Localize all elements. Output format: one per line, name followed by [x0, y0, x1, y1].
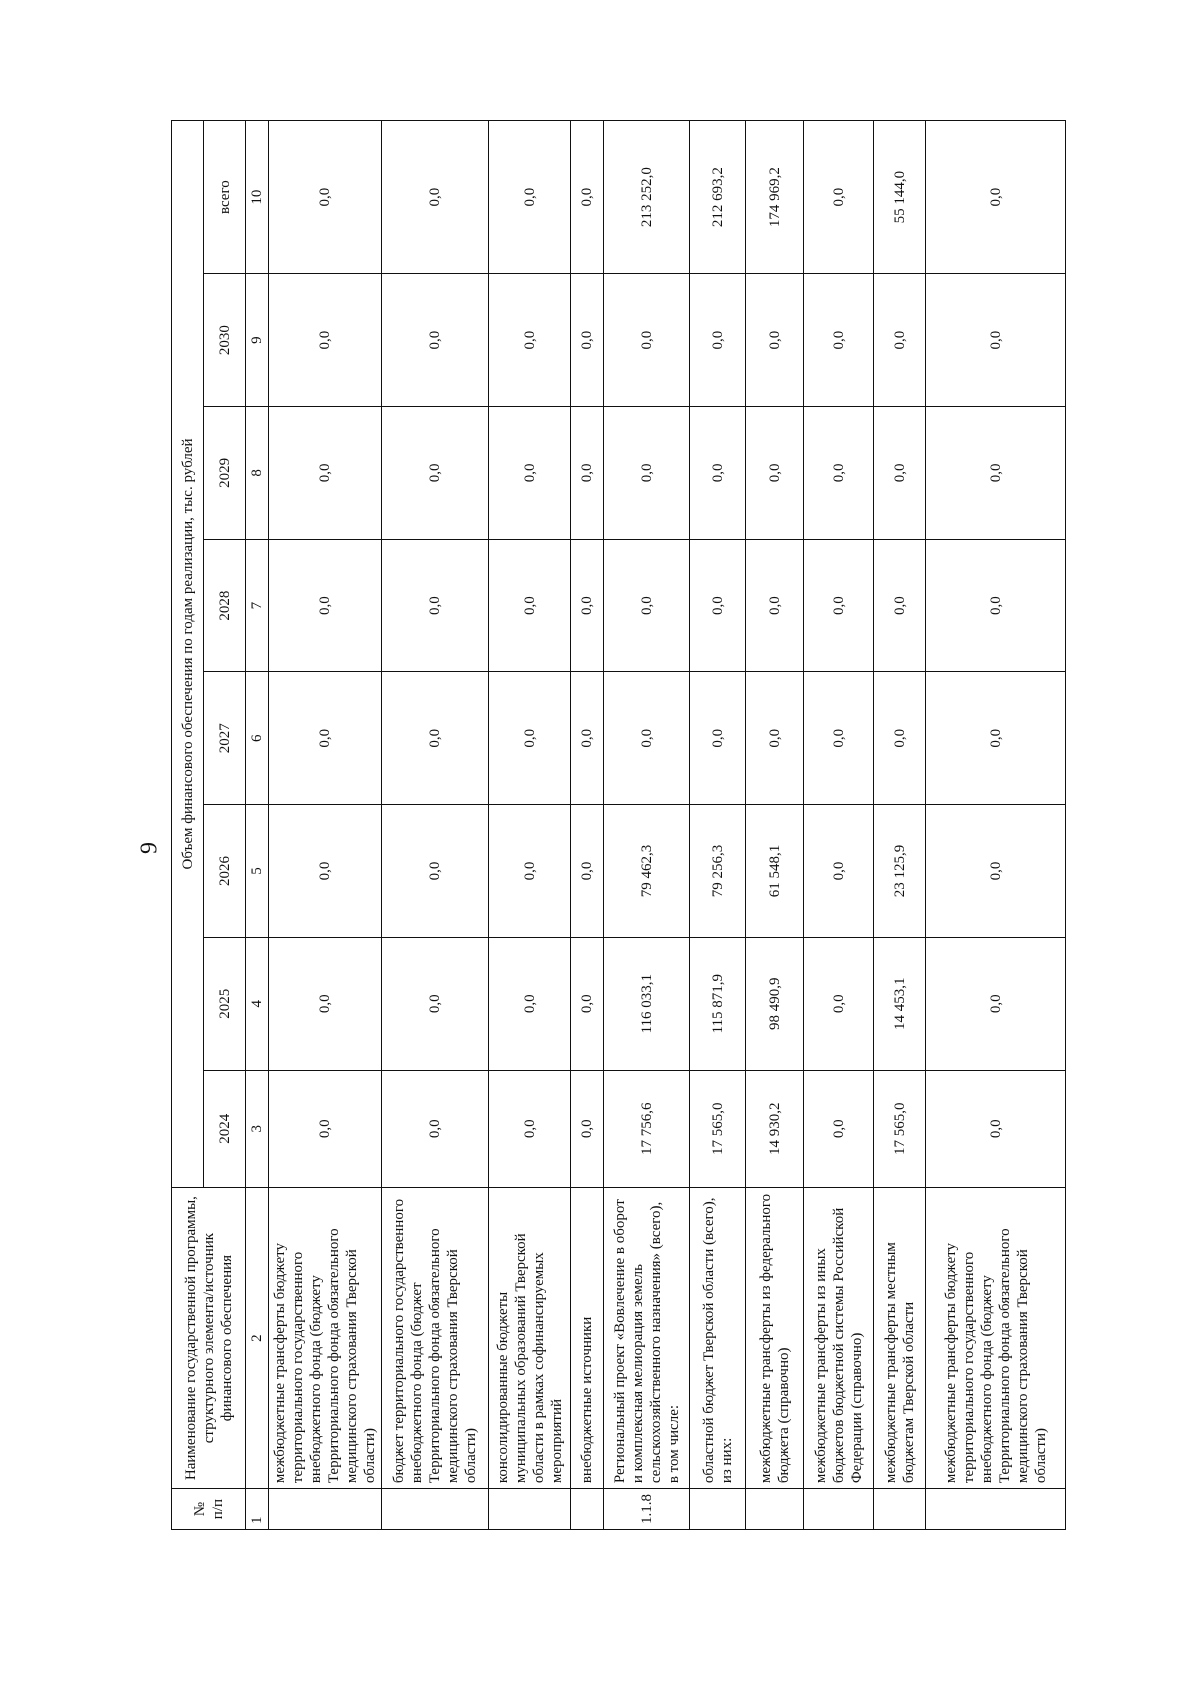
row-value: 0,0 — [382, 805, 489, 938]
row-value: 0,0 — [382, 539, 489, 672]
row-value: 0,0 — [604, 274, 690, 407]
row-value: 0,0 — [746, 274, 804, 407]
row-value: 0,0 — [382, 1070, 489, 1187]
row-total: 0,0 — [489, 121, 571, 274]
row-value: 0,0 — [571, 406, 604, 539]
row-value: 0,0 — [489, 1070, 571, 1187]
row-value: 0,0 — [489, 274, 571, 407]
row-value: 0,0 — [489, 937, 571, 1070]
row-total: 0,0 — [926, 121, 1066, 274]
row-value: 0,0 — [926, 406, 1066, 539]
row-value: 0,0 — [571, 937, 604, 1070]
row-value: 0,0 — [804, 539, 874, 672]
row-num — [874, 1489, 926, 1530]
row-value: 17 565,0 — [874, 1070, 926, 1187]
row-value: 14 453,1 — [874, 937, 926, 1070]
row-name: межбюджетные трансферты из иных бюджетов бюджетной системы Российской Федерации (справочно) — [804, 1187, 874, 1488]
row-name: областной бюджет Тверской области (всего), из них: — [690, 1187, 746, 1488]
row-value: 0,0 — [690, 274, 746, 407]
row-num — [571, 1489, 604, 1530]
table-row — [604, 121, 690, 1530]
table-row — [926, 121, 1066, 1530]
row-value: 0,0 — [746, 406, 804, 539]
row-value: 0,0 — [604, 672, 690, 805]
row-num — [926, 1489, 1066, 1530]
row-value: 0,0 — [804, 1070, 874, 1187]
row-value: 0,0 — [804, 805, 874, 938]
row-value: 0,0 — [804, 672, 874, 805]
row-total: 213 252,0 — [604, 121, 690, 274]
table-row — [746, 121, 804, 1530]
table-row — [489, 121, 571, 1530]
row-value: 17 756,6 — [604, 1070, 690, 1187]
row-total: 174 969,2 — [746, 121, 804, 274]
row-total: 212 693,2 — [690, 121, 746, 274]
row-num — [269, 1489, 382, 1530]
row-total: 55 144,0 — [874, 121, 926, 274]
row-name: межбюджетные трансферты из федерального бюджета (справочно) — [746, 1187, 804, 1488]
header-name: Наименование государственной программы, структурного элемента/источник финансового обеспечения — [172, 1187, 246, 1488]
row-value: 116 033,1 — [604, 937, 690, 1070]
row-value: 79 462,3 — [604, 805, 690, 938]
row-value: 98 490,9 — [746, 937, 804, 1070]
page-number: 9 — [136, 842, 163, 854]
header-year: 2024 — [204, 1070, 246, 1187]
column-number: 7 — [246, 539, 269, 672]
column-number: 2 — [246, 1187, 269, 1488]
row-value: 0,0 — [269, 539, 382, 672]
row-value: 0,0 — [571, 539, 604, 672]
row-value: 0,0 — [571, 805, 604, 938]
row-value: 0,0 — [926, 274, 1066, 407]
row-value: 0,0 — [489, 406, 571, 539]
row-name: Региональный проект «Вовлечение в оборот и комплексная мелиорация земель сельскохозяйственного назначения» (всего), в том числе: — [604, 1187, 690, 1488]
row-value: 0,0 — [382, 672, 489, 805]
row-value: 79 256,3 — [690, 805, 746, 938]
row-value: 0,0 — [874, 539, 926, 672]
table-row — [382, 121, 489, 1530]
row-total: 0,0 — [804, 121, 874, 274]
row-value: 61 548,1 — [746, 805, 804, 938]
column-number: 3 — [246, 1070, 269, 1187]
row-value: 0,0 — [874, 274, 926, 407]
financing-table — [171, 120, 1066, 1530]
row-value: 0,0 — [746, 672, 804, 805]
row-value: 0,0 — [804, 937, 874, 1070]
header-year: 2028 — [204, 539, 246, 672]
row-total: 0,0 — [269, 121, 382, 274]
row-value: 0,0 — [804, 274, 874, 407]
row-value: 23 125,9 — [874, 805, 926, 938]
row-value: 0,0 — [874, 672, 926, 805]
row-total: 0,0 — [382, 121, 489, 274]
row-num — [690, 1489, 746, 1530]
table-row — [690, 121, 746, 1530]
row-value: 0,0 — [382, 937, 489, 1070]
row-value: 0,0 — [690, 672, 746, 805]
column-number: 1 — [246, 1489, 269, 1530]
row-value: 0,0 — [926, 937, 1066, 1070]
header-year: 2030 — [204, 274, 246, 407]
row-value: 0,0 — [690, 539, 746, 672]
table-row — [269, 121, 382, 1530]
row-name: межбюджетные трансферты местным бюджетам Тверской области — [874, 1187, 926, 1488]
header-num: № п/п — [172, 1489, 246, 1530]
column-number: 8 — [246, 406, 269, 539]
row-name: межбюджетные трансферты бюджету территориального государственного внебюджетного фонда (бюджету Территориального фонда обязательного медицинского страхования Тверской области) — [926, 1187, 1066, 1488]
row-value: 17 565,0 — [690, 1070, 746, 1187]
header-year: 2026 — [204, 805, 246, 938]
table-wrapper — [171, 120, 1062, 1530]
row-value: 0,0 — [269, 406, 382, 539]
row-value: 0,0 — [746, 539, 804, 672]
row-num — [804, 1489, 874, 1530]
row-name: бюджет территориального государственного внебюджетного фонда (бюджет Территориального фонда обязательного медицинского страхования Тверской области) — [382, 1187, 489, 1488]
row-value: 0,0 — [382, 274, 489, 407]
row-num — [382, 1489, 489, 1530]
row-name: внебюджетные источники — [571, 1187, 604, 1488]
row-num: 1.1.8 — [604, 1489, 690, 1530]
header-year: 2029 — [204, 406, 246, 539]
row-value: 0,0 — [489, 805, 571, 938]
column-number: 5 — [246, 805, 269, 938]
row-value: 0,0 — [489, 539, 571, 672]
header-year: 2027 — [204, 672, 246, 805]
row-value: 0,0 — [604, 539, 690, 672]
row-name: консолидированные бюджеты муниципальных образований Тверской области в рамках софинансируемых мероприятий — [489, 1187, 571, 1488]
column-number: 10 — [246, 121, 269, 274]
column-number: 4 — [246, 937, 269, 1070]
row-value: 0,0 — [571, 1070, 604, 1187]
header-total: всего — [204, 121, 246, 274]
row-value: 0,0 — [926, 672, 1066, 805]
row-value: 0,0 — [604, 406, 690, 539]
row-value: 0,0 — [269, 937, 382, 1070]
row-value: 0,0 — [926, 539, 1066, 672]
row-num — [746, 1489, 804, 1530]
row-name: межбюджетные трансферты бюджету территориального государственного внебюджетного фонда (бюджету Территориального фонда обязательного медицинского страхования Тверской области) — [269, 1187, 382, 1488]
row-value: 0,0 — [382, 406, 489, 539]
header-volume: Объем финансового обеспечения по годам реализации, тыс. рублей — [172, 121, 204, 1188]
row-value: 0,0 — [926, 1070, 1066, 1187]
table-row — [874, 121, 926, 1530]
row-value: 115 871,9 — [690, 937, 746, 1070]
header-year: 2025 — [204, 937, 246, 1070]
table-row — [571, 121, 604, 1530]
row-value: 0,0 — [690, 406, 746, 539]
row-value: 0,0 — [874, 406, 926, 539]
table-row — [804, 121, 874, 1530]
row-value: 0,0 — [804, 406, 874, 539]
row-value: 0,0 — [269, 805, 382, 938]
row-value: 0,0 — [571, 274, 604, 407]
row-num — [489, 1489, 571, 1530]
row-value: 0,0 — [489, 672, 571, 805]
row-value: 0,0 — [269, 672, 382, 805]
row-value: 0,0 — [269, 1070, 382, 1187]
row-value: 0,0 — [269, 274, 382, 407]
column-number: 9 — [246, 274, 269, 407]
row-total: 0,0 — [571, 121, 604, 274]
row-value: 0,0 — [571, 672, 604, 805]
row-value: 14 930,2 — [746, 1070, 804, 1187]
column-number: 6 — [246, 672, 269, 805]
row-value: 0,0 — [926, 805, 1066, 938]
